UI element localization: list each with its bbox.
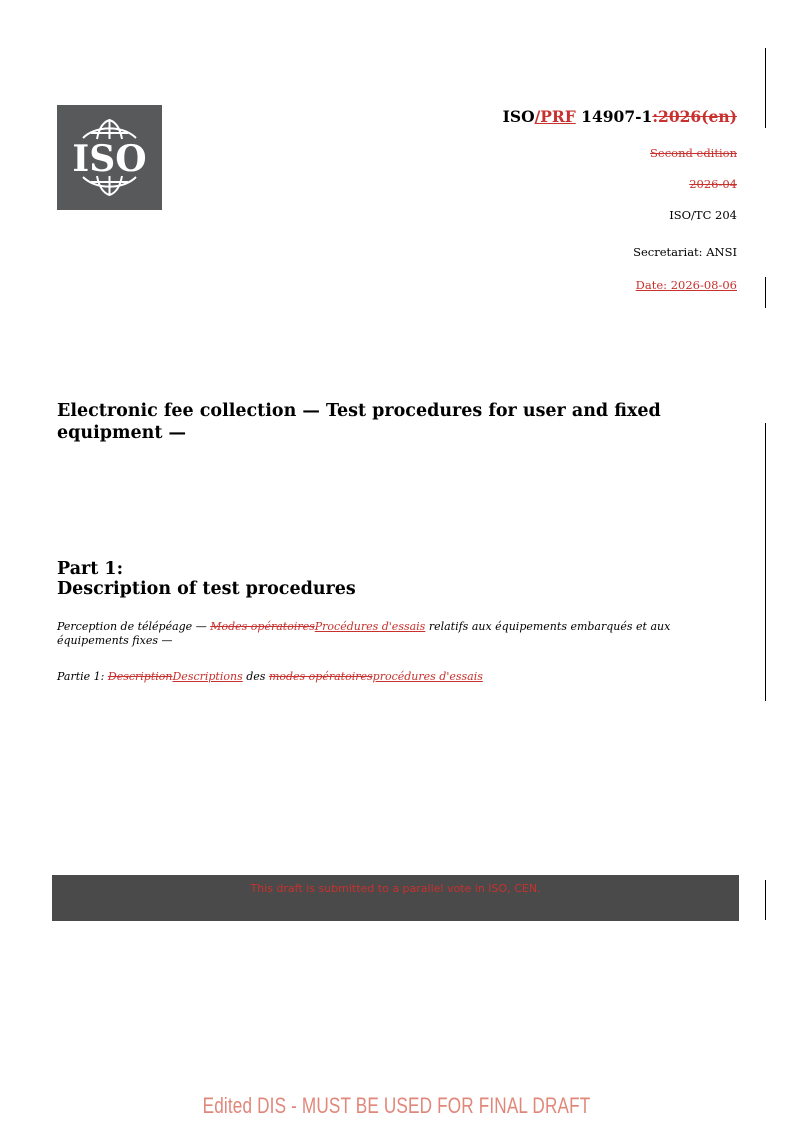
change-bar-date — [765, 277, 766, 308]
fr-part-start: Partie 1: — [57, 670, 108, 683]
iso-logo — [57, 105, 162, 210]
vote-notice-band — [52, 875, 739, 921]
vote-notice-text: This draft is submitted to a parallel vote in ISO, CEN. — [250, 882, 541, 895]
fr-title-end: relatifs aux équipements embarqués et aux équipements fixes — — [57, 620, 671, 647]
fr-part-inserted-2: procédures d'essais — [372, 670, 483, 683]
doc-prefix: ISO — [502, 107, 535, 126]
part-title — [57, 559, 356, 599]
main-title: Electronic fee collection — Test procedures for user and fixed equipment — — [57, 401, 661, 443]
change-bar-title — [765, 423, 766, 701]
fr-part-deleted-1: Description — [107, 670, 173, 683]
change-bar-vote — [765, 880, 766, 920]
fr-part-mid: des — [242, 670, 269, 683]
committee: ISO/TC 204 — [669, 208, 737, 222]
doc-deleted: :2026(en) — [652, 107, 737, 126]
doc-inserted: /PRF — [534, 107, 576, 126]
edition-deleted: Second edition — [650, 146, 737, 160]
part-number: Part 1: — [57, 559, 124, 579]
globe-icon — [57, 105, 162, 210]
fr-title-inserted: Procédures d'essais — [314, 620, 426, 633]
date-inserted: Date: 2026-08-06 — [635, 278, 737, 292]
draft-watermark: Edited DIS - MUST BE USED FOR FINAL DRAFT — [202, 1093, 591, 1118]
change-bar-header — [765, 48, 766, 128]
doc-number: 14907-1 — [575, 107, 653, 126]
fr-title-start: Perception de télépéage — — [57, 620, 211, 633]
date-deleted: 2026-04 — [689, 177, 737, 191]
fr-part-deleted-2: modes opératoires — [268, 670, 373, 683]
secretariat: Secretariat: ANSI — [633, 245, 737, 259]
logo-text: ISO — [72, 138, 147, 180]
french-part-title — [57, 670, 483, 684]
document-number — [503, 107, 737, 126]
french-title — [57, 620, 737, 648]
fr-part-inserted-1: Descriptions — [172, 670, 243, 683]
fr-title-deleted: Modes opératoires — [210, 620, 315, 633]
part-name: Description of test procedures — [57, 579, 356, 599]
